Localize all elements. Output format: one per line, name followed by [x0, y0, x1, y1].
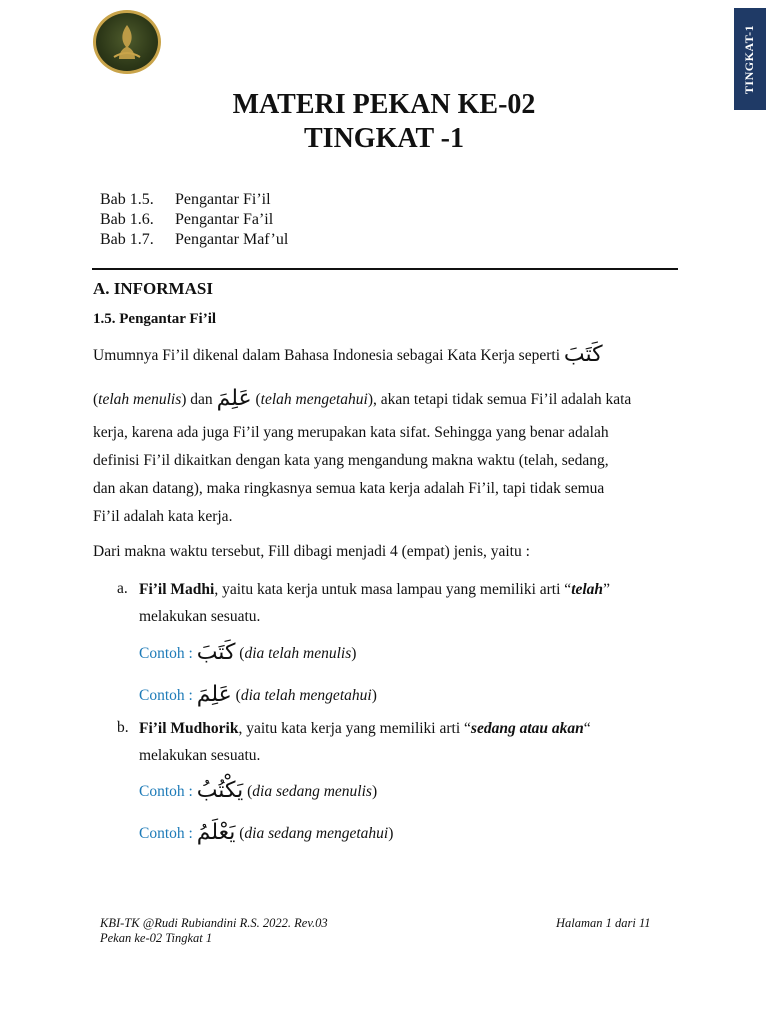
subsection-heading: 1.5. Pengantar Fi’il	[93, 311, 217, 327]
example-text: (	[235, 825, 245, 842]
intro-line	[93, 386, 673, 411]
item-desc: ”	[603, 581, 610, 598]
list-item	[139, 719, 679, 739]
chapter-number: Bab 1.5.	[100, 191, 154, 208]
intro-text: (	[93, 391, 99, 408]
example-label: Contoh :	[139, 645, 193, 662]
example-meaning: dia sedang menulis	[252, 783, 372, 800]
list-item-continuation: melakukan sesuatu.	[139, 608, 261, 625]
intro-line: definisi Fi’il dikaitkan dengan kata yang mengandung makna waktu (telah, sedang,	[93, 452, 609, 469]
intro-line: Fi’il adalah kata kerja.	[93, 508, 233, 525]
chapter-title: Pengantar Fa’il	[175, 211, 274, 228]
example-text: (	[235, 645, 245, 662]
intro-line	[93, 342, 673, 367]
footer-credit: KBI-TK @Rudi Rubiandini R.S. 2022. Rev.03	[100, 916, 328, 930]
chapter-number: Bab 1.7.	[100, 231, 154, 248]
intro-text: Umumnya Fi’il dikenal dalam Bahasa Indonesia sebagai Kata Kerja seperti	[93, 347, 564, 364]
footer-week: Pekan ke-02 Tingkat 1	[100, 931, 213, 945]
example-label: Contoh :	[139, 783, 193, 800]
example-label: Contoh :	[139, 825, 193, 842]
intro-line: dan akan datang), maka ringkasnya semua kata kerja adalah Fi’il, tapi tidak semua	[93, 480, 605, 497]
example-meaning: dia telah mengetahui	[240, 687, 372, 704]
types-intro: Dari makna waktu tersebut, Fill dibagi menjadi 4 (empat) jenis, yaitu :	[93, 543, 530, 560]
page-title-line2: TINGKAT -1	[304, 123, 464, 154]
example-row	[139, 682, 377, 707]
page-number: Halaman 1 dari 11	[556, 916, 651, 930]
arabic-word: يَعْلَمُ	[196, 820, 236, 845]
arabic-word: عَلِمَ	[216, 386, 252, 411]
chapter-row	[100, 210, 273, 230]
example-row	[139, 640, 356, 665]
section-heading: A. INFORMASI	[93, 279, 213, 298]
example-text: )	[351, 645, 357, 662]
list-marker: a.	[117, 580, 128, 597]
emblem-glyph-icon	[104, 19, 150, 65]
intro-text: (	[251, 391, 261, 408]
page-title-line1: MATERI PEKAN KE-02	[232, 89, 536, 120]
example-text: (	[231, 687, 241, 704]
item-desc: “	[583, 720, 591, 737]
chapter-number: Bab 1.6.	[100, 211, 154, 228]
item-desc: , yaitu kata kerja untuk masa lampau yang memiliki arti “	[214, 581, 572, 598]
example-text: )	[388, 825, 394, 842]
footer-left	[100, 916, 328, 946]
example-text: (	[243, 783, 253, 800]
term: Fi’il Madhi	[139, 581, 215, 598]
section-divider	[92, 268, 678, 270]
intro-text: ), akan tetapi tidak semua Fi’il adalah kata	[367, 391, 632, 408]
item-desc: , yaitu kata kerja yang memiliki arti “	[238, 720, 471, 737]
example-label: Contoh :	[139, 687, 193, 704]
arabic-word: عَلِمَ	[196, 682, 232, 707]
intro-italic: telah mengetahui	[260, 391, 368, 408]
key-meaning: sedang atau akan	[470, 720, 584, 737]
example-text: )	[371, 687, 377, 704]
example-row	[139, 820, 393, 845]
example-text: )	[371, 783, 378, 800]
example-row	[139, 778, 377, 803]
example-meaning: dia telah menulis	[244, 645, 352, 662]
list-item	[139, 580, 679, 600]
institute-emblem-icon	[93, 10, 161, 74]
chapter-row	[100, 190, 271, 210]
chapter-title: Pengantar Fi’il	[175, 191, 271, 208]
arabic-word: كَتَبَ	[196, 640, 236, 665]
term: Fi’il Mudhorik	[139, 720, 239, 737]
chapter-title: Pengantar Maf’ul	[175, 231, 289, 248]
chapter-row	[100, 230, 288, 250]
example-meaning: dia sedang mengetahui	[244, 825, 389, 842]
arabic-word: كَتَبَ	[563, 342, 603, 367]
key-meaning: telah	[571, 581, 604, 598]
intro-text: ) dan	[181, 391, 217, 408]
arabic-word: يَكْتُبُ	[196, 778, 244, 803]
list-marker: b.	[117, 719, 129, 736]
list-item-continuation: melakukan sesuatu.	[139, 747, 261, 764]
intro-line: kerja, karena ada juga Fi’il yang merupakan kata sifat. Sehingga yang benar adalah	[93, 424, 609, 441]
intro-italic: telah menulis	[98, 391, 182, 408]
side-tab-label: TINGKAT-1	[742, 24, 757, 94]
